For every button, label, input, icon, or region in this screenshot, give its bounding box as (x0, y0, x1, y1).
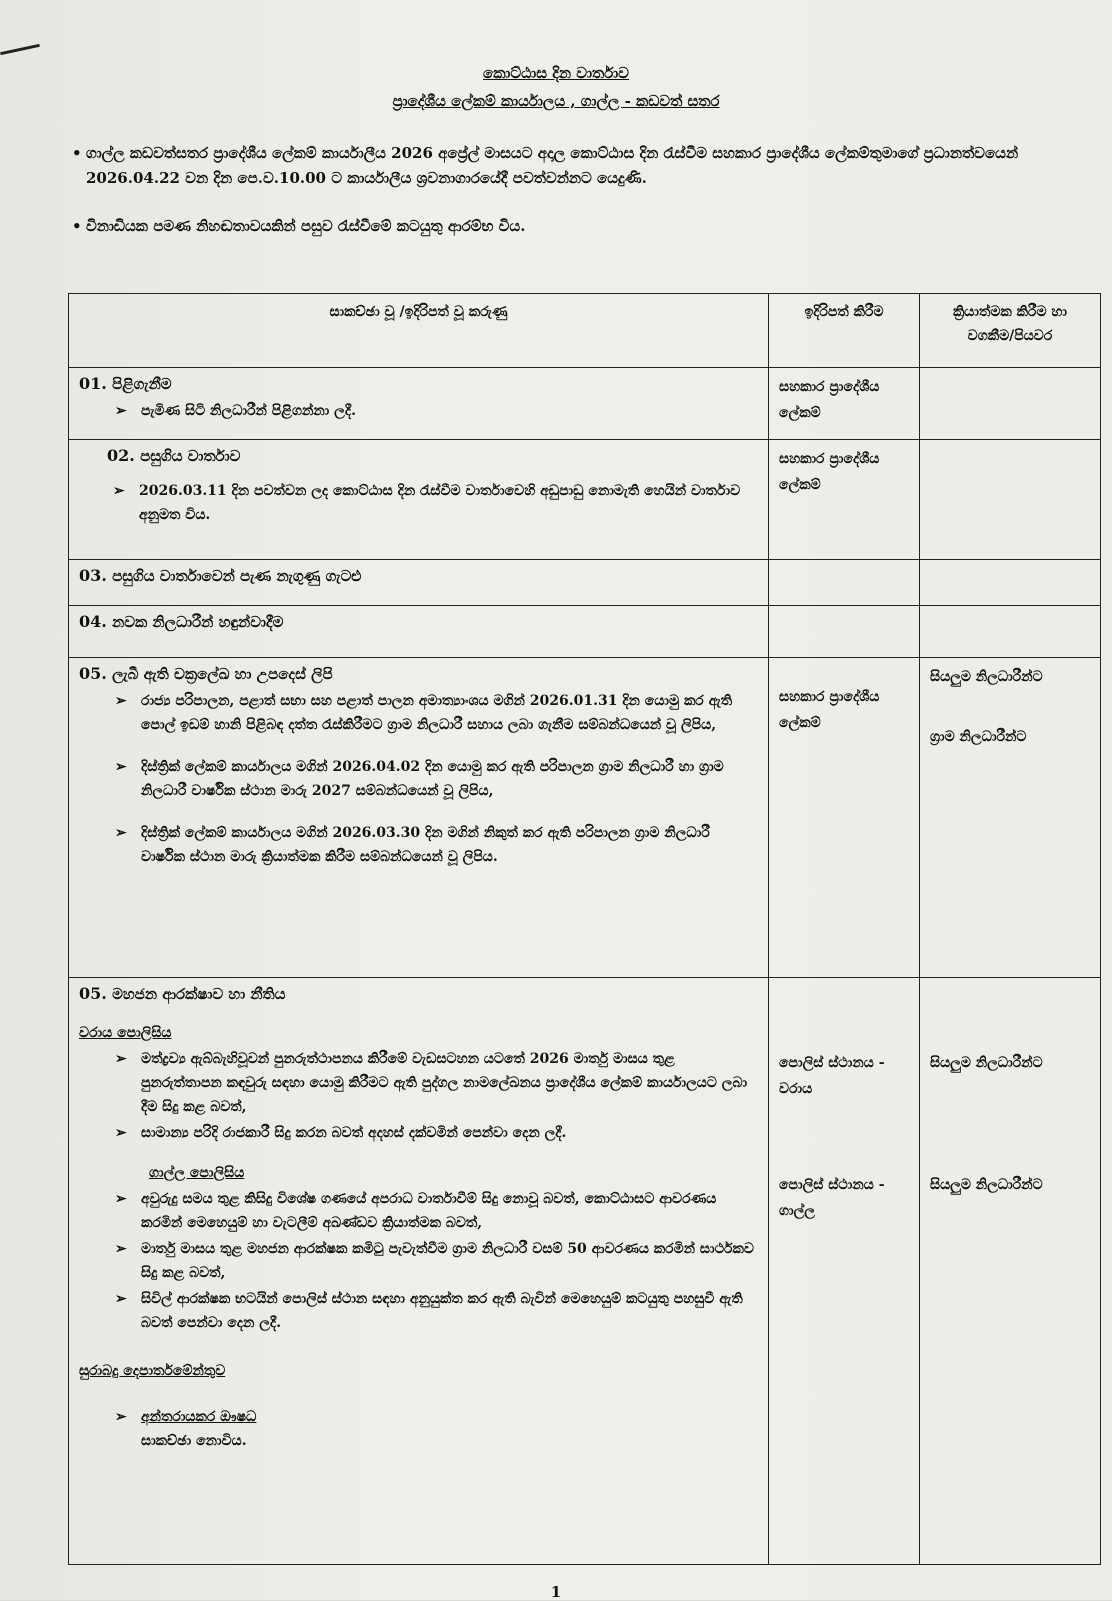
list-item: ➢ දිස්ත්‍රික් ලේකම් කාර්යාලය මගින් 2026.03.30 දින මගින් නිකුත් කර ඇති පරිපාලන ග්‍රාම නිලධාරී වාර්ෂික ස්ථාන මාරු ක්‍රියාත්මක කිරීම සම්බන්ධයෙන් වූ ලිපිය. (109, 821, 758, 869)
row-2-presenter: සහකාර ප්‍රාදේශීය ලේකම් (769, 440, 920, 560)
arrow-bullet-icon: ➢ (115, 1291, 127, 1307)
arrow-bullet-icon: ➢ (113, 483, 125, 499)
intro-text-1: ගාල්ල කඩවත්සතර ප්‍රාදේශීය ලේකම් කාර්යාලීය 2026 අප්‍රේල් මාසයට අදාල කොට්ඨාස දින රැස්වීම සහකාර ප්‍රාදේශීය ලේකම්තුමාගේ ප්‍රධානත්වයෙන් 2026.04.22 වන දින පෙ.ව.10.00 ට කාර්යාලීය ශ්‍රවනාගාරයේදී පවත්වන්නට යෙදුණි. (86, 144, 1019, 187)
header-discussed-points: සාකච්ඡා වූ /ඉදිරිපත් වූ කරුණු (69, 294, 769, 368)
row-5-presenter: සහකාර ප්‍රාදේශීය ලේකම් (769, 658, 920, 978)
intro-text-2: විනාඩියක පමණ නිහඬතාවයකින් පසුව රැස්වීමේ කටයුතු ආරම්භ විය. (86, 217, 526, 235)
table-row (69, 440, 1101, 560)
list-item: ➢ රාජ්‍ය පරිපාලන, පළාත් සභා සහ පළාත් පාලන අමාත්‍යාංශය මගින් 2026.01.31 දින යොමු කර ඇති පොල් ඉඩම් හානි පිළිබඳ දත්ත රැස්කිරීමට ග්‍රාම නිලධාරී සහාය ලබා ගැනීම සම්බන්ධයෙන් වූ ලිපිය, (109, 689, 758, 737)
subsection-excise-department: සුරාබදු දෙපාර්තමේන්තුව (79, 1363, 226, 1379)
row-6-action (920, 978, 1101, 1565)
header-presented-by: ඉදිරිපත් කිරීම (769, 294, 920, 368)
bullet-dot-icon: • (72, 217, 82, 235)
subsection-harbour-police: වරාය පොලිසිය (79, 1025, 172, 1041)
document-title: කොට්ඨාස දින වාර්තාව (483, 64, 629, 82)
action-all-officers: සියලුම නිලධාරීන්ට (930, 669, 1043, 685)
presenter-galle-police: පොලිස් ස්ථානය - ගාල්ල (779, 1177, 885, 1219)
row-6-content (69, 978, 769, 1565)
action-harbour-police: සියලුම නිලධාරීන්ට (930, 1055, 1043, 1071)
row-1-presenter: සහකාර ප්‍රාදේශීය ලේකම් (769, 368, 920, 440)
arrow-bullet-icon: ➢ (115, 759, 127, 775)
table-row (69, 368, 1101, 440)
list-item: ➢ සාමාන්‍ය පරිදි රාජකාරී සිදු කරන බවත් අදහස් දක්වමින් පෙන්වා දෙන ලදී. (109, 1121, 758, 1145)
row-6-presenter (769, 978, 920, 1565)
row-3-action (920, 560, 1101, 606)
list-item: ➢ පැමිණ සිටි නිලධාරීන් පිළිගන්නා ලදී. (109, 399, 758, 423)
presenter-harbour-police: පොලිස් ස්ථානය - වරාය (779, 1055, 885, 1097)
list-item: ➢ අවුරුදු සමය තුළ කිසිදු විශේෂ ගණයේ අපරාධ වාර්තාවීම් සිදු නොවූ බවත්, කොට්ඨාසට ආවරණය කරමින් මෙහෙයුම් හා වැටලීම් අඛණ්ඩව ක්‍රියාත්මක බවත්, (109, 1187, 758, 1235)
action-gn-officers: ග්‍රාම නිලධාරීන්ට (930, 729, 1027, 745)
row-2-action (920, 440, 1101, 560)
page-number: 1 (550, 1583, 562, 1601)
intro-paragraph-2 (72, 214, 1062, 239)
list-item: ➢ සිවිල් ආරක්ෂක භටයින් පොලිස් ස්ථාන සඳහා අනුයුක්ත කර ඇති බැවින් මෙහෙයුම් කටයුතු පහසුවී ඇති බවත් පෙන්වා දෙන ලදී. (109, 1287, 758, 1335)
section-title: 01. පිළිගැනීම (79, 374, 172, 393)
arrow-bullet-icon: ➢ (115, 693, 127, 709)
table-row (69, 560, 1101, 606)
arrow-bullet-icon: ➢ (115, 1409, 127, 1425)
bullet-dot-icon: • (72, 144, 82, 162)
list-item: ➢ මාර්තු මාසය තුළ මහජන ආරක්ෂක කමිටු පැවැත්වීම ග්‍රාම නිලධාරී වසම් 50 ආවරණය කරමින් සාර්ථකව සිදු කළ බවත්, (109, 1237, 758, 1285)
action-galle-police: සියලුම නිලධාරීන්ට (930, 1177, 1043, 1193)
list-item: ➢ අන්තරායකර ඖෂධ සාකච්ඡා නොවිය. (109, 1405, 758, 1453)
table-row (69, 606, 1101, 658)
section-title: 05. ලැබී ඇති චක්‍රලේඛ හා උපදෙස් ලිපි (79, 664, 333, 683)
arrow-bullet-icon: ➢ (115, 1191, 127, 1207)
row-5-content (69, 658, 769, 978)
arrow-bullet-icon: ➢ (115, 1125, 127, 1141)
table-row (69, 658, 1101, 978)
arrow-bullet-icon: ➢ (115, 1241, 127, 1257)
intro-paragraph-1 (72, 141, 1062, 191)
section-title: 05. මහජන ආරක්ෂාව හා නීතිය (79, 984, 286, 1003)
list-item: ➢ දිස්ත්‍රික් ලේකම් කාර්යාලය මගින් 2026.04.02 දින යොමු කර ඇති පරිපාලන ග්‍රාම නිලධාරී හා ග්‍රාම නිලධාරී වාර්ෂික ස්ථාන මාරු 2027 සම්බන්ධයෙන් වූ ලිපිය, (109, 755, 758, 803)
row-1-content (69, 368, 769, 440)
subsection-galle-police: ගාල්ල පොලිසිය (149, 1165, 245, 1181)
header-action: ක්‍රියාත්මක කිරීම හා වගකීම/පියවර (920, 294, 1101, 368)
list-item: ➢ 2026.03.11 දින පවත්වන ලද කොට්ඨාස දින රැස්වීම වාර්තාවෙහි අඩුපාඩු නොමැති හෙයින් වාර්තාව අනුමත විය. (107, 479, 758, 527)
row-3-content: 03. පසුගිය වාර්තාවෙන් පැණ නැගුණු ගැටළු (69, 560, 769, 606)
row-5-action (920, 658, 1101, 978)
table-row (69, 978, 1101, 1565)
arrow-bullet-icon: ➢ (115, 825, 127, 841)
row-2-content (69, 440, 769, 560)
arrow-bullet-icon: ➢ (115, 403, 127, 419)
section-title: 02. පසුගිය වාර්තාව (107, 446, 241, 465)
minutes-table (68, 293, 1101, 1565)
row-3-presenter (769, 560, 920, 606)
row-4-presenter (769, 606, 920, 658)
document-subtitle: ප්‍රාදේශීය ලේකම් කාර්යාලය , ගාල්ල - කඩවත් සතර (392, 92, 720, 110)
row-1-action (920, 368, 1101, 440)
row-4-action (920, 606, 1101, 658)
arrow-bullet-icon: ➢ (115, 1051, 127, 1067)
row-4-content: 04. නවක නිලධාරීන් හඳුන්වාදීම (69, 606, 769, 658)
table-header-row (69, 294, 1101, 368)
list-item: ➢ මත්ද්‍රව්‍ය ඇබ්බැහිවූවන් පුනරුත්ථාපනය කිරීමේ වැඩසටහන යටතේ 2026 මාර්තු මාසය තුළ පුනරුත්තාපන කඳවුරු සඳහා යොමු කිරීමට ඇති පුද්ගල නාමලේඛනය ප්‍රාදේශීය ලේකම් කාර්යාලයට ලබා දීම සිදු කළ බවත්, (109, 1047, 758, 1119)
